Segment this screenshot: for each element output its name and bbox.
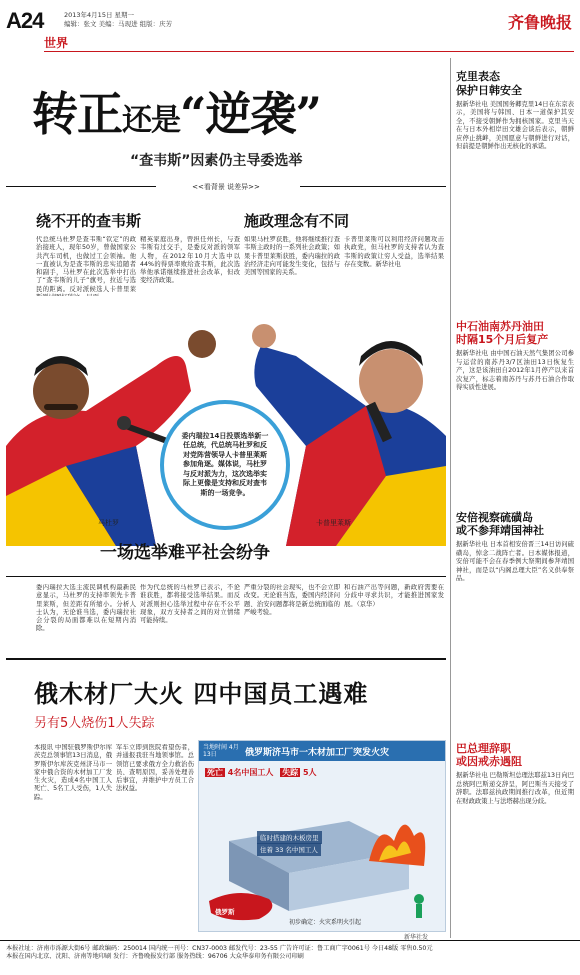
headline-part1: 转正 bbox=[32, 87, 122, 141]
caption-right: 卡普里莱斯 bbox=[316, 519, 351, 527]
banner-rule bbox=[6, 576, 446, 577]
bottom-col-2: 作为代总统的马杜罗已表示，不论谁获胜，都将接受选举结果。而反对派则担心选举过程中存在不公平现象，双方支持者之间的对立情绪可能持续。 bbox=[140, 584, 240, 625]
right-section-title: 施政理念有不同 bbox=[244, 212, 350, 230]
editor-line: 编辑：张文 美编：马现进 组版：庆芳 bbox=[64, 20, 173, 28]
story-divider bbox=[6, 658, 446, 660]
article-col-2: 精英家庭出身，曾担任州长，与查韦斯有过交手，是委反对派的领军人物，在2012年10月大选中以44%的得票率败给查韦斯，此次选举他承诺继续推进社会改革，但改变经济政策。 bbox=[140, 236, 240, 285]
sidebar bbox=[456, 70, 574, 936]
article-col-3: 如果马杜罗获胜，他将继续推行查韦斯主政时的一系列社会政策；如果卡普里莱斯获胜，委内瑞拉的政治经济走向可能发生变化，包括与美国等国家的关系。 bbox=[244, 236, 340, 277]
dead-label: 死亡 bbox=[207, 768, 223, 777]
sidebar-title-2: 中石油南苏丹油田 时隔15个月后复产 bbox=[456, 319, 549, 347]
article-col-4: 卡普里莱斯可以利用经济问题攻击执政党，但马杜罗的支持者认为查韦斯的政策让穷人受益，选举结果存在变数。新华社电 bbox=[344, 236, 444, 268]
sidebar-body-1: 据新华社电 美国国务卿克里14日在东京表示，美国将与韩国、日本一道保护其安全，不接受朝鲜作为拥核国家。克里当天在与日本外相岸田文雄会谈后表示，朝鲜应停止挑衅，美国愿意与朝鲜进行对话，但前提是朝鲜作出无核化的承诺。 bbox=[456, 100, 574, 150]
quote-circle bbox=[160, 400, 290, 530]
sidebar-body-3: 据新华社电 日本首相安倍晋三14日访问硫磺岛，悼念二战阵亡者。日本媒体报道，安倍可能不会在春季例大祭期间参拜靖国神社，而是以“内阁总理大臣”名义供奉祭品。 bbox=[456, 541, 574, 582]
headline-part3: “逆袭” bbox=[180, 87, 321, 141]
map-label: 俄罗斯 bbox=[215, 908, 235, 916]
section-strip: <<看背景 说差异>> bbox=[192, 183, 260, 191]
sidebar-story-1 bbox=[456, 70, 574, 152]
infobox-date: 当地时间 4月13日 bbox=[203, 744, 239, 759]
fire-infographic bbox=[198, 740, 446, 932]
bottom-col-1: 委内瑞拉大选主流民调机构最新民意显示，马杜罗的支持率领先卡普里莱斯，但差距有所缩小。分析人士认为，无论谁当选，委内瑞拉社会分裂的局面都难以在短期内消除。 bbox=[36, 584, 136, 633]
page-number: A24 bbox=[6, 8, 44, 33]
sidebar-story-2 bbox=[456, 320, 574, 393]
section-title: 世界 bbox=[44, 36, 69, 50]
fire-scene-illustration bbox=[199, 781, 446, 931]
photo-credit: 新华社发 bbox=[404, 934, 429, 941]
strip-rule-left bbox=[6, 186, 156, 187]
casualty-line bbox=[205, 767, 317, 778]
fire-note: 初步确定：火灾系明火引起 bbox=[289, 919, 362, 926]
headline-part2: 还是 bbox=[122, 103, 180, 138]
dead-value: 4名中国工人 bbox=[227, 768, 274, 777]
infobox-title: 俄罗斯济马市一木材加工厂突发火灾 bbox=[245, 748, 390, 758]
missing-value: 5人 bbox=[302, 768, 317, 777]
main-headline bbox=[32, 78, 321, 144]
sidebar-body-2: 据新华社电 由中国石油天然气集团公司参与运营的南苏丹3/7区油田13日恢复生产，这是该油田自2012年1月停产以来首次复产，标志着南苏丹与苏丹石油合作取得实质性进展。 bbox=[456, 350, 574, 391]
left-section-title: 绕不开的查韦斯 bbox=[36, 212, 142, 230]
sidebar-title-1: 克里表态 保护日韩安全 bbox=[456, 70, 522, 97]
story2-col-2: 军车立即到医院看望伤者，并通报我驻当地领事馆。总领馆已要求俄方全力救治伤员、查明原因，妥善处理善后事宜，并维护中方员工合法权益。 bbox=[116, 744, 194, 793]
newspaper-logo: 齐鲁晚报 bbox=[507, 13, 572, 32]
sidebar-story-4 bbox=[456, 742, 574, 807]
footer-line-2: 本报在国内北京、沈阳、济南等地印刷 发行：齐鲁晚报发行部 服务热线：96706 大众华泰印务有限公司印刷 bbox=[6, 953, 304, 961]
story2-subhead: 另有5人烧伤1人失踪 bbox=[34, 716, 155, 731]
building-note-2: 住着 33 名中国工人 bbox=[257, 843, 321, 856]
sidebar-divider bbox=[450, 58, 451, 938]
sidebar-story-3 bbox=[456, 511, 574, 584]
story2-headline: 俄木材厂大火 四中国员工遇难 bbox=[34, 680, 369, 708]
main-subhead: “查韦斯”因素仍主导委选举 bbox=[130, 153, 303, 169]
sidebar-title-4: 巴总理辞职 或因戒赤遇阻 bbox=[456, 741, 522, 769]
footer bbox=[0, 940, 580, 975]
article-col-1: 代总统马杜罗是查韦斯“钦定”的政治接班人，现年50岁，曾做国家公共汽车司机，也做过工会领袖。他一直被认为是查韦斯的忠实追随者和副手，马杜罗在此次选举中打出了“查韦斯的儿子”旗号，拉近与选民的距离。反对派候选人卡普里莱 bbox=[36, 236, 136, 293]
date-line: 2013年4月15日 星期一 bbox=[64, 11, 135, 19]
footer-line-1: 本报社址：济南市泺源大街6号 邮政编码：250014 国内统一刊号：CN37-0003 邮发代号：23-55 广告许可证：鲁工商广字0061号 今日48版 零售0.50元 bbox=[6, 945, 433, 952]
strip-rule-right bbox=[300, 186, 446, 187]
missing-label: 失踪 bbox=[282, 768, 299, 777]
quote-text: 委内瑞拉14日投票选举新一任总统，代总统马杜罗和反对党阵营领导人卡普里莱斯参加角逐。媒体说，马杜罗与反对派为力，这次选举实际上更像是支持和反对查韦斯的一场竞争。 bbox=[181, 431, 269, 497]
bottom-col-4: 和石油产出等问题，新政府需要在分歧中寻求共识，才能推进国家发展。（京华） bbox=[344, 584, 444, 608]
section-banner: 一场选举难平社会纷争 bbox=[100, 543, 270, 563]
sidebar-title-3: 安倍视察硫磺岛 或不参拜靖国神社 bbox=[456, 510, 544, 538]
caption-left: 马杜罗 bbox=[98, 519, 119, 527]
bottom-col-3: 严重分裂的社会现实，也不会立即改变。无论谁当选，委国内经济问题、治安问题都将是新总统面临的严峻考验。 bbox=[244, 584, 340, 616]
header-rule bbox=[44, 51, 574, 52]
building-note-1: 临时搭建的木板房里 bbox=[257, 831, 322, 844]
sidebar-body-4: 据新华社电 巴勒斯坦总理法耶兹13日向巴总统阿巴斯递交辞呈，阿巴斯当天接受了辞职。法耶兹执政期间推行改革，但近期在财政政策上与法塔赫出现分歧。 bbox=[456, 772, 574, 805]
story2-col-1: 本报讯 中国驻俄罗斯伊尔库茨克总领事馆13日消息，俄罗斯伊尔库茨克州济马市一家中俄合资的木材加工厂发生火灾，造成4名中国工人死亡、5名工人受伤，1人失踪。 bbox=[34, 744, 112, 801]
